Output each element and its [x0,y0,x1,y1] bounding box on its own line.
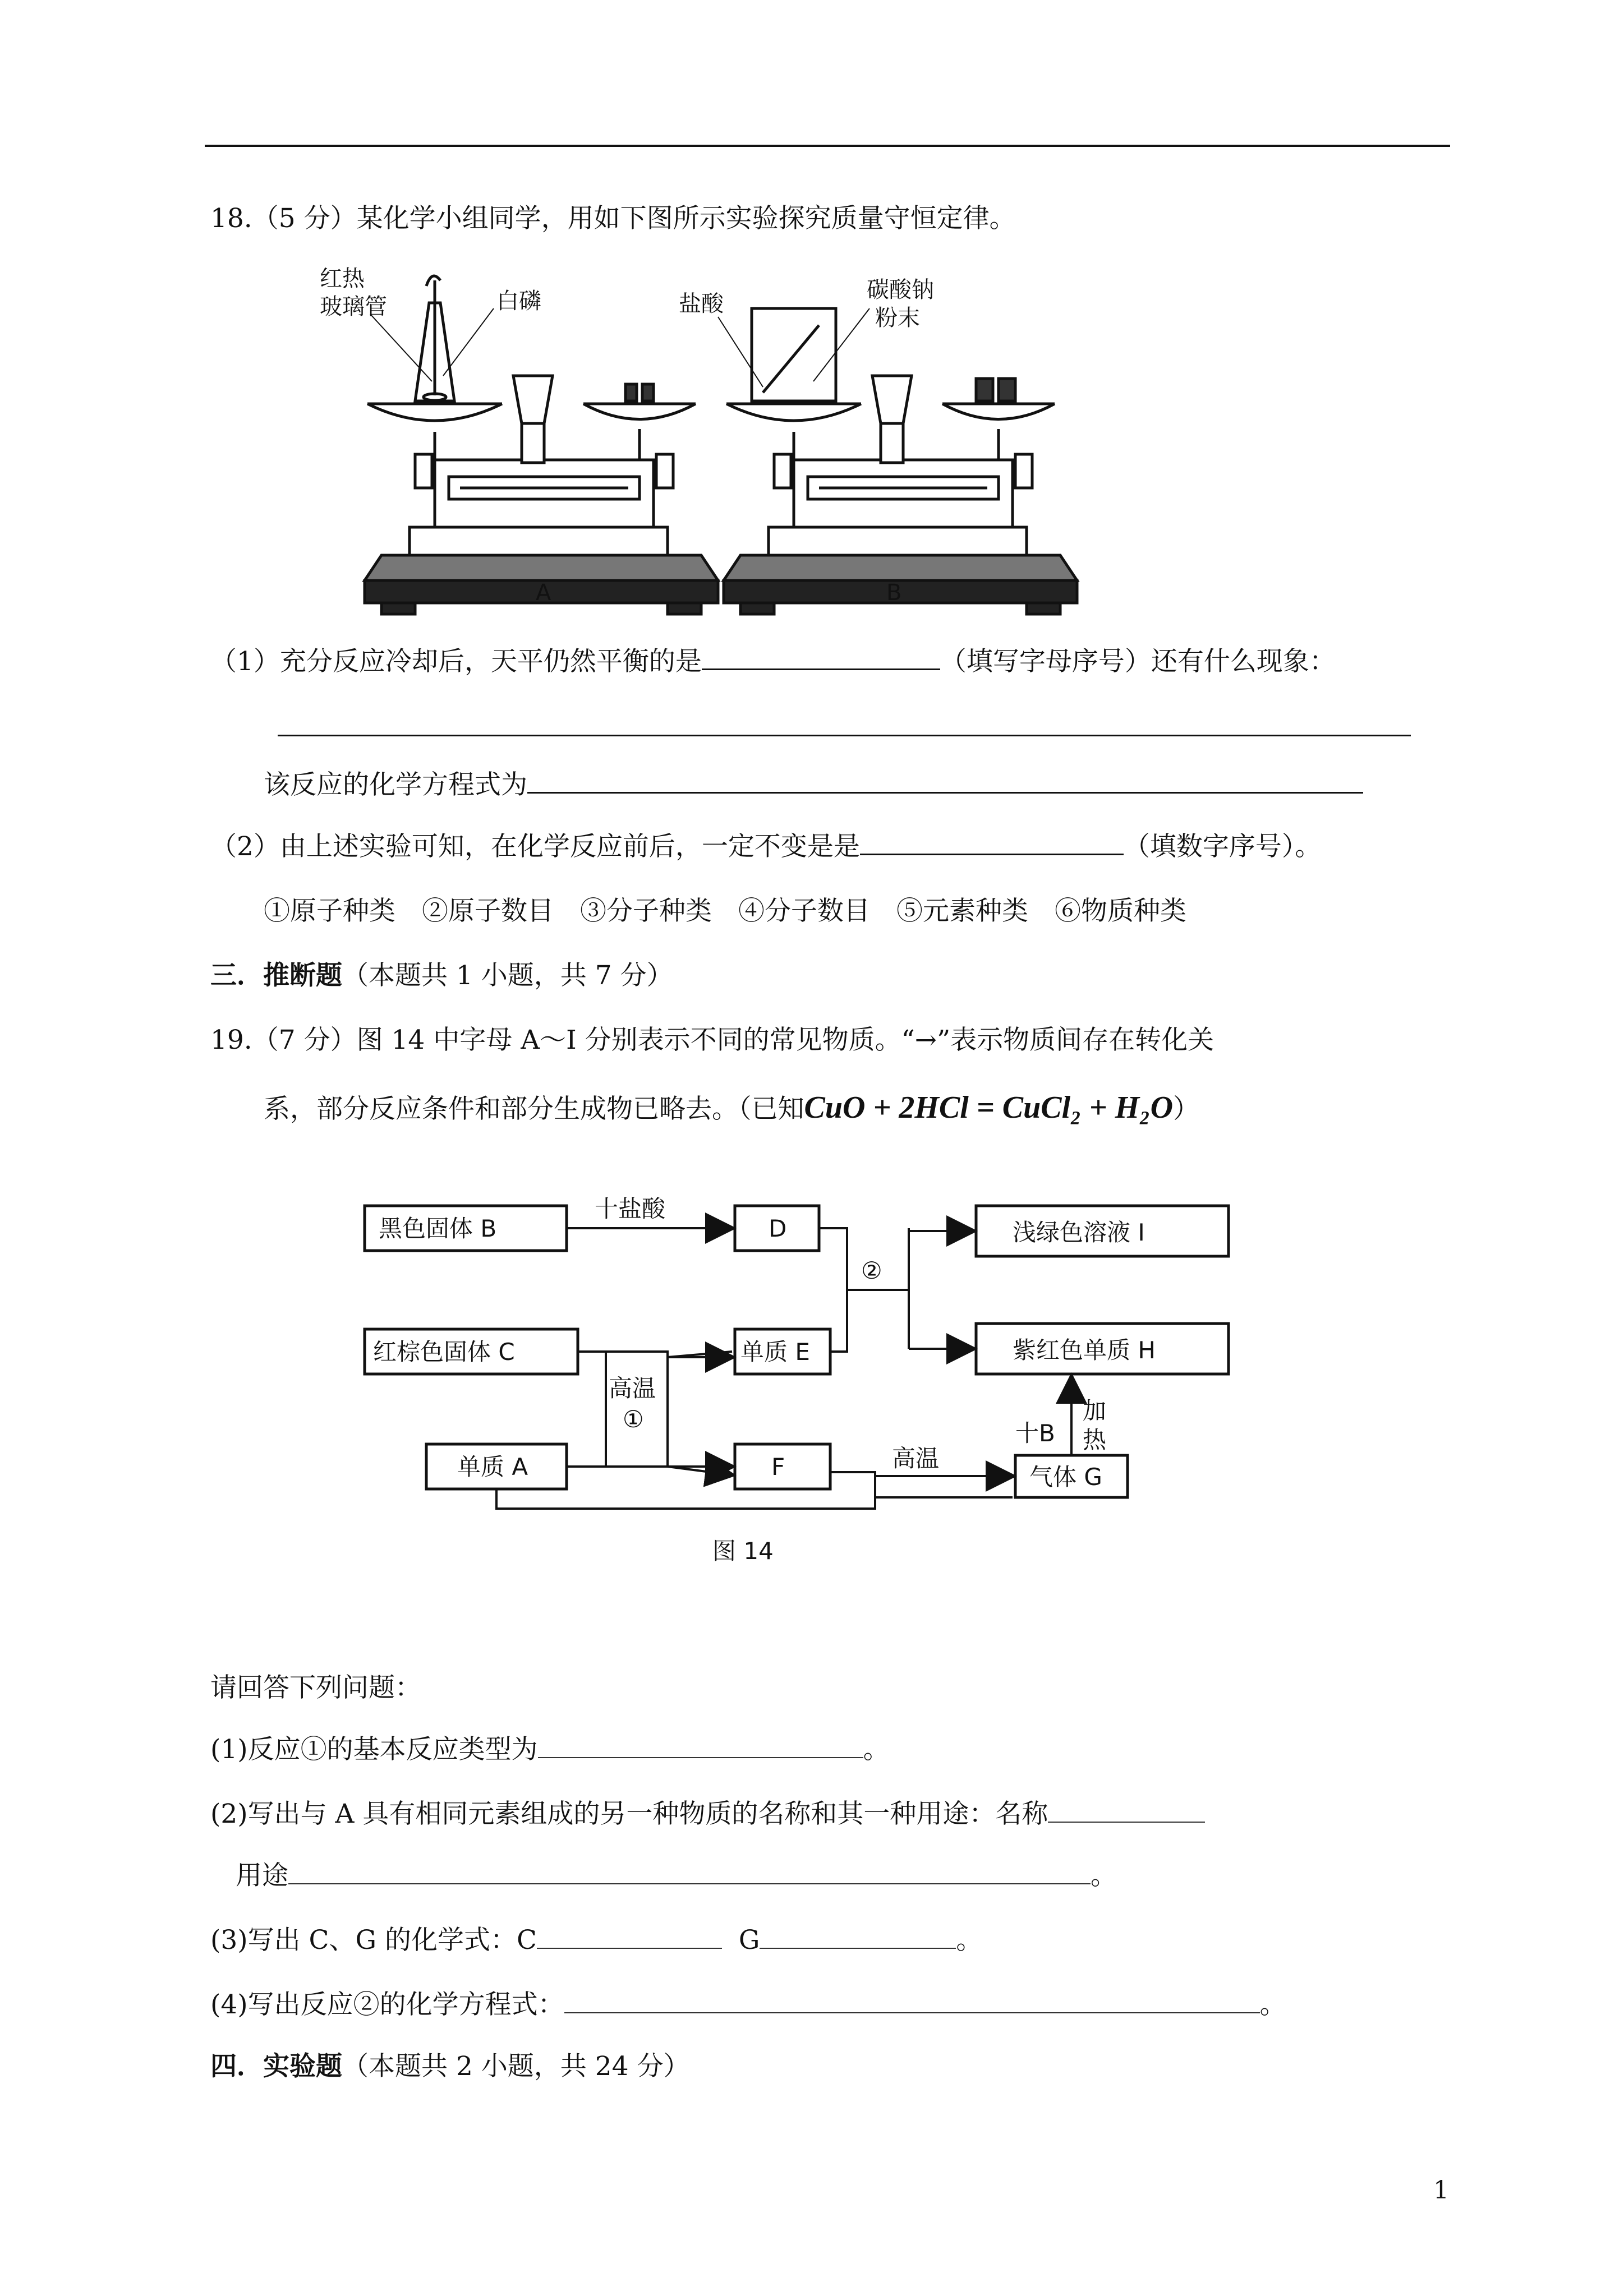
question-19-stem-line2: 系，部分反应条件和部分生成物已略去。（已知CuO + 2HCl = CuCl₂ + H₂O） [264,1090,1200,1125]
page-number: 1 [1433,2176,1449,2205]
question-19-prompt: 请回答下列问题： [210,1672,421,1703]
question-18-options: ①原子种类 ②原子数目 ③分子种类 ④分子数目 ⑤元素种类 ⑥物质种类 [264,896,1186,926]
caption-b: B [886,580,902,606]
node-c-label: 红棕色固体 C [373,1338,515,1366]
label-red-hot-line2: 玻璃管 [320,294,387,320]
given-formula: CuO + 2HCl = CuCl₂ + H₂O [804,1090,1174,1125]
question-18-equation: 该反应的化学方程式为 [264,768,1363,802]
question-18-stem: 18.（5 分）某化学小组同学，用如下图所示实验探究质量守恒定律。 [210,203,1016,234]
node-g-label: 气体 G [1029,1463,1102,1491]
question-18-part2: （2）由上述实验可知，在化学反应前后，一定不变是是 （填数字序号）。 [210,831,1322,862]
edge-heat-1: 加 [1083,1397,1107,1424]
edge-high-temp-2: 高温 [892,1445,940,1472]
caption-a: A [536,580,551,606]
node-b-label: 黑色固体 B [379,1215,497,1242]
node-h-label: 紫红色单质 H [1013,1336,1156,1364]
answer-blank-reaction-2-equation[interactable] [564,1990,1260,2013]
edge-circle-2: ② [861,1257,882,1284]
question-19-sub4: (4)写出反应②的化学方程式： 。 [210,1989,1286,2020]
node-d-label: D [769,1215,787,1242]
answer-blank-reaction-type[interactable] [538,1735,863,1758]
edge-heat-2: 热 [1083,1426,1107,1454]
answer-line-phenomenon[interactable] [278,735,1411,736]
answer-blank-c-formula[interactable] [537,1925,722,1949]
balance-a [365,276,718,614]
question-19-sub3: (3)写出 C、G 的化学式：C G 。 [210,1925,983,1956]
node-e-label: 单质 E [740,1338,810,1366]
answer-blank-g-formula[interactable] [760,1925,956,1949]
section-3-heading: 三．推断题（本题共 1 小题，共 7 分） [210,960,673,991]
answer-blank-balanced[interactable] [702,646,940,670]
node-i-label: 浅绿色溶液 I [1013,1219,1145,1246]
node-a-label: 单质 A [457,1453,528,1481]
edge-plus-hcl: 十盐酸 [595,1195,666,1223]
answer-blank-equation[interactable] [527,769,1363,794]
edge-circle-1: ① [623,1405,644,1433]
question-18-part1: （1）充分反应冷却后，天平仍然平衡的是 （填写字母序号）还有什么现象： [210,646,1336,677]
label-sodium-carbonate-line1: 碳酸钠 [867,277,934,303]
header-rule [205,145,1450,147]
question-19-sub2-use: 用途 。 [236,1860,1117,1891]
question-19-stem-line1: 19.（7 分）图 14 中字母 A～I 分别表示不同的常见物质。“→”表示物质间存在转化关 [210,1025,1214,1055]
node-f-label: F [771,1453,785,1481]
answer-blank-use[interactable] [288,1861,1091,1884]
label-sodium-carbonate-line2: 粉末 [875,305,920,331]
answer-blank-unchanged[interactable] [860,831,1124,855]
label-red-hot-line1: 红热 [320,266,365,292]
balance-experiment-figure [314,264,1128,623]
label-hydrochloric-acid: 盐酸 [679,291,724,317]
answer-blank-name[interactable] [1048,1799,1205,1823]
label-white-phosphorus: 白磷 [496,288,541,314]
inference-flow-diagram [353,1189,1285,1582]
question-19-sub1: (1)反应①的基本反应类型为 。 [210,1734,890,1765]
figure-14-caption: 图 14 [712,1537,774,1565]
edge-plus-b: 十B [1015,1419,1055,1447]
question-19-sub2: (2)写出与 A 具有相同元素组成的另一种物质的名称和其一种用途：名称 [210,1797,1205,1831]
section-4-heading: 四．实验题（本题共 2 小题，共 24 分） [210,2051,690,2082]
balance-b [724,308,1077,614]
edge-high-temp-1: 高温 [609,1375,656,1402]
